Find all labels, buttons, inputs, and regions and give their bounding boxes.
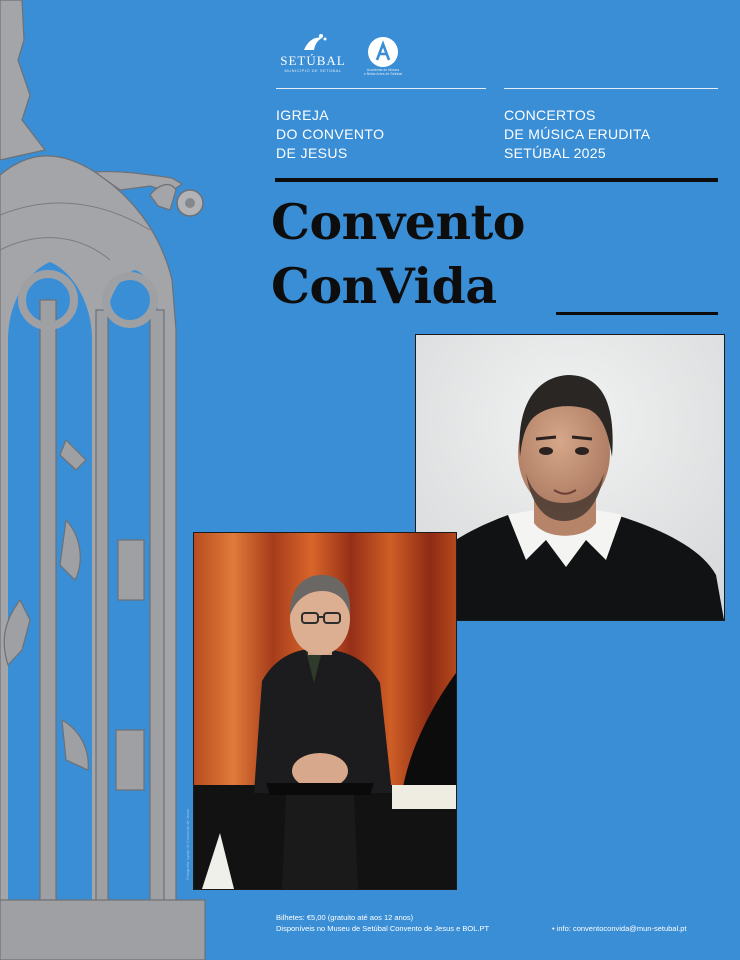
ticket-info bbox=[276, 912, 546, 934]
performer-2-photo bbox=[193, 532, 457, 890]
academy-logo bbox=[362, 36, 404, 80]
dolphin-wave-icon bbox=[268, 30, 358, 54]
title-underline bbox=[556, 312, 718, 315]
title-line-2: ConVida bbox=[271, 257, 497, 315]
gothic-window-illustration bbox=[0, 0, 215, 960]
venue-name bbox=[276, 106, 486, 163]
ticket-availability: Disponíveis no Museu de Setúbal Convento de Jesus e BOL.PT bbox=[276, 924, 490, 933]
venue-line-1: IGREJA bbox=[276, 107, 329, 123]
academy-caption-2: e Belas Artes de Setúbal bbox=[363, 72, 403, 76]
title-line-1: Convento bbox=[271, 193, 525, 251]
circle-a-emblem-icon bbox=[367, 36, 399, 68]
setubal-tagline: MUNICÍPIO DE SETÚBAL bbox=[284, 68, 342, 73]
venue-line-3: DE JESUS bbox=[276, 145, 348, 161]
series-line-3: SETÚBAL 2025 bbox=[504, 145, 606, 161]
series-line-2: DE MÚSICA ERUDITA bbox=[504, 126, 651, 142]
photo-credit: Fotografia: Igreja do Convento de Jesus bbox=[185, 808, 190, 880]
contact-email-link[interactable]: • info: conventoconvida@mun-setubal.pt bbox=[552, 924, 687, 933]
setubal-municipality-logo bbox=[268, 30, 358, 80]
setubal-wordmark: SETÚBAL bbox=[280, 53, 346, 68]
ticket-price: Bilhetes: €5,00 (gratuito até aos 12 anos) bbox=[276, 913, 414, 922]
event-title bbox=[271, 190, 731, 318]
series-line-1: CONCERTOS bbox=[504, 107, 596, 123]
venue-line-2: DO CONVENTO bbox=[276, 126, 385, 142]
concert-series bbox=[504, 106, 724, 163]
title-top-rule bbox=[275, 178, 718, 182]
divider-left bbox=[276, 88, 486, 89]
academy-caption-1: Academia de Música bbox=[366, 68, 400, 72]
divider-right bbox=[504, 88, 718, 89]
performer-1-photo bbox=[415, 334, 725, 621]
